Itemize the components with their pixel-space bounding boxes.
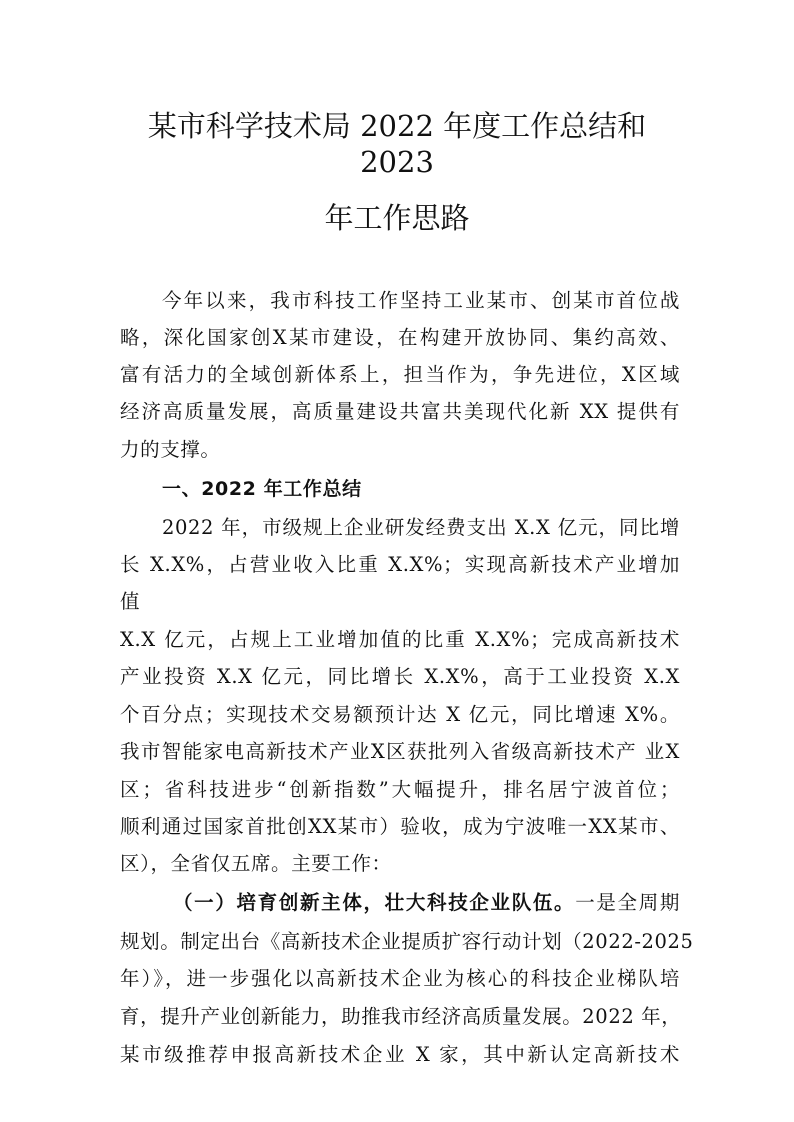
item-1-first-line (173, 890, 680, 916)
intro-paragraph-line: 略，深化国家创X某市建设，在构建开放协同、集约高效、 (120, 326, 680, 349)
item-1-paragraph-line: 年）》，进一步强化以高新技术企业为核心的科技企业梯队培 (120, 967, 680, 990)
item-1-title: （一）培育创新主体，壮大科技企业队伍。 (173, 891, 576, 914)
summary-paragraph-line: X.X 亿元，占规上工业增加值的比重 X.X%；完成高新技术 (120, 628, 680, 651)
summary-paragraph-line: 个百分点；实现技术交易额预计达 X 亿元，同比增速 X%。 (120, 703, 680, 726)
intro-paragraph-line: 富有活力的全域创新体系上，担当作为，争先进位，X区域 (120, 363, 680, 386)
item-1-paragraph-line: 规划。制定出台《高新技术企业提质扩容行动计划（2022-2025 (120, 930, 694, 953)
intro-paragraph-line: 经济高质量发展，高质量建设共富共美现代化新 XX 提供有 (120, 400, 680, 423)
document-title-line-3: 年工作思路 (324, 201, 470, 235)
intro-paragraph-line: 力的支撑。 (120, 438, 221, 461)
item-1-first-line-rest: 一是全周期 (575, 891, 680, 914)
document-title-line-2: 2023 (360, 145, 434, 179)
summary-paragraph-line: 区），全省仅五席。主要工作： (120, 852, 392, 875)
document-title-line-1: 某市科学技术局 2022 年度工作总结和 (147, 109, 647, 143)
intro-paragraph-line: 今年以来，我市科技工作坚持工业某市、创某市首位战 (162, 289, 680, 312)
section-heading: 一、2022 年工作总结 (162, 478, 362, 500)
summary-paragraph-line: 产业投资 X.X 亿元，同比增长 X.X%，高于工业投资 X.X (120, 665, 680, 688)
item-1-paragraph-line: 育，提升产业创新能力，助推我市经济高质量发展。2022 年， (120, 1005, 682, 1028)
summary-paragraph-line: 我市智能家电高新技术产业X区获批列入省级高新技术产 业X (120, 740, 680, 763)
item-1-paragraph-line: 某市级推荐申报高新技术企业 X 家，其中新认定高新技术 (120, 1043, 680, 1066)
summary-paragraph-line: 2022 年，市级规上企业研发经费支出 X.X 亿元，同比增 (162, 516, 680, 539)
summary-paragraph-line: 区；省科技进步“创新指数”大幅提升，排名居宁波首位； (120, 778, 680, 801)
summary-paragraph-line: 长 X.X%，占营业收入比重 X.X%；实现高新技术产业增加 (120, 553, 680, 576)
summary-paragraph-line: 顺利通过国家首批创XX某市）验收，成为宁波唯一XX某市、 (120, 815, 680, 838)
summary-paragraph-line: 值 (120, 590, 141, 613)
